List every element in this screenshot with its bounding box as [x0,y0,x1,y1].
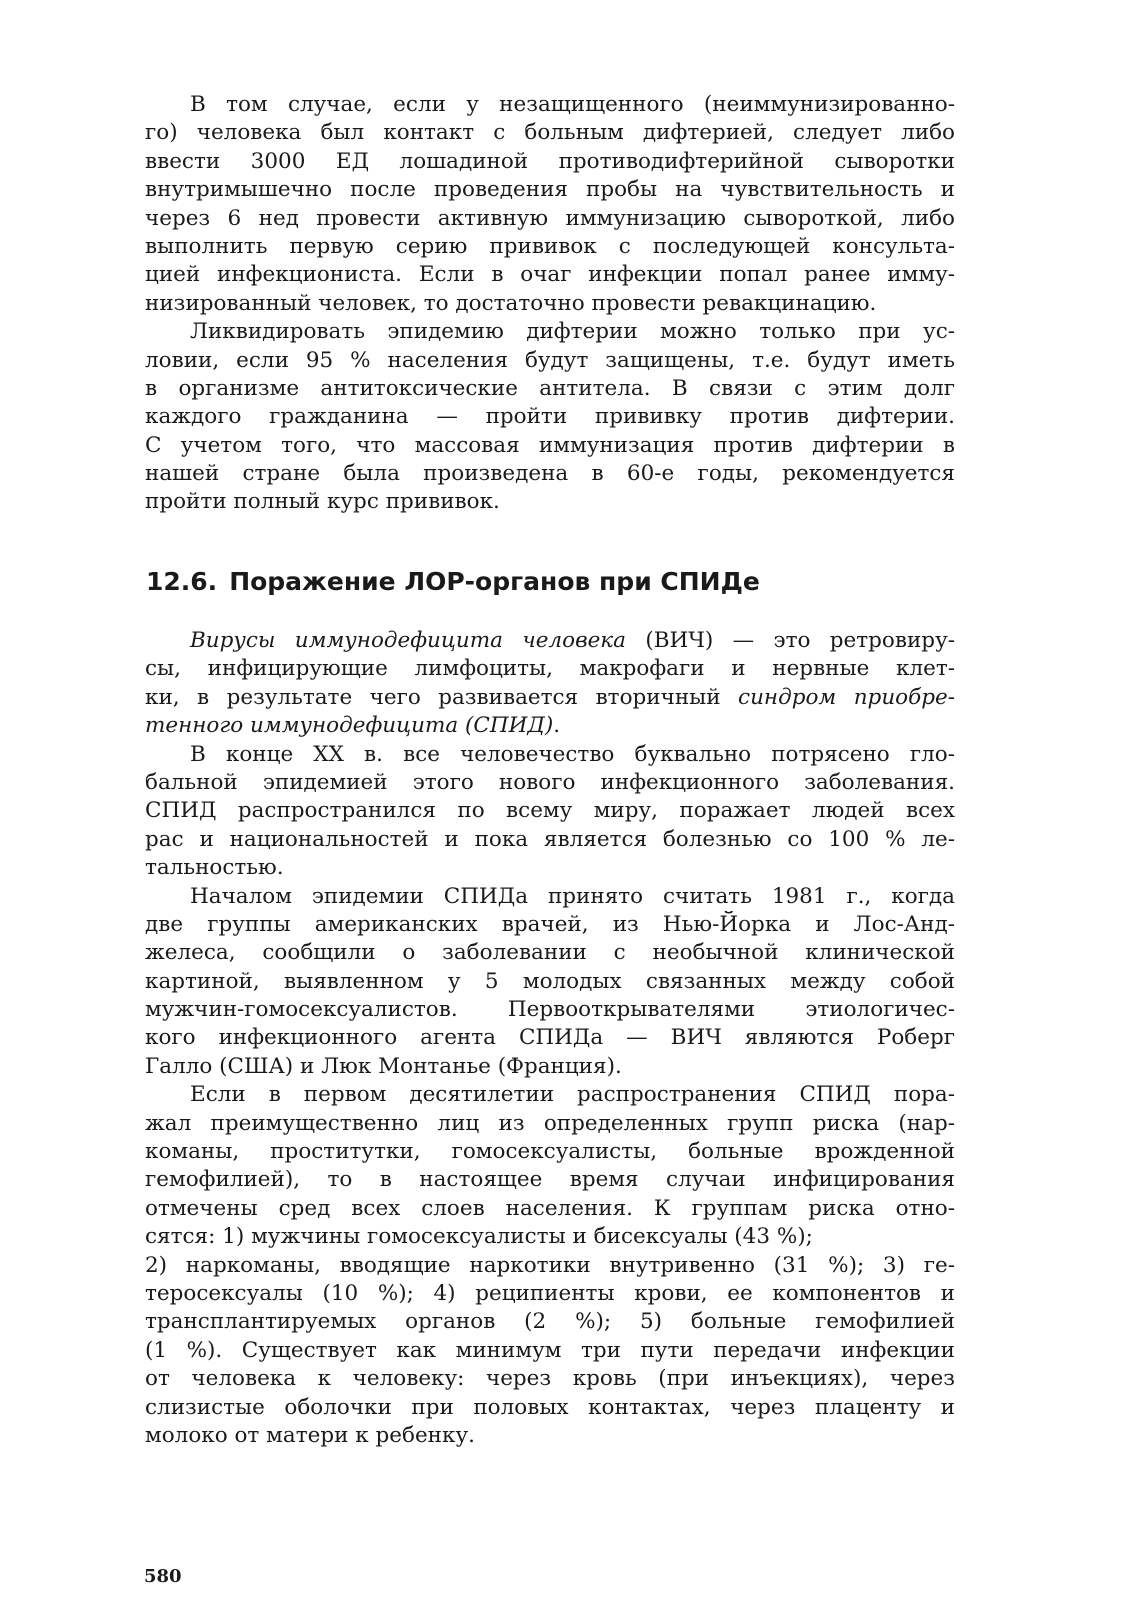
text-line: отмечены сред всех слоев населения. К группам риска отно- [145,1195,955,1221]
text-line: две группы американских врачей, из Нью-Йорка и Лос-Анд- [145,911,955,937]
text-line: Ликвидировать эпидемию дифтерии можно только при ус- [190,319,955,345]
section-heading [146,565,760,599]
text-line: картиной, выявленном у 5 молодых связанных между собой [145,968,955,994]
text-line: Вирусы иммунодефицита человека (ВИЧ) — это ретровиру- [190,628,955,653]
text-line: желеса, сообщили о заболевании с необычной клинической [145,940,955,966]
text-line: кого инфекционного агента СПИДа — ВИЧ являются Роберг [145,1025,955,1051]
text-line: ввести 3000 ЕД лошадиной противодифтерийной сыворотки [145,148,955,174]
paragraph [145,741,955,883]
text-line: го) человека был контакт с больным дифтерией, следует либо [145,120,955,146]
paragraph [145,318,955,517]
text-line: команы, проститутки, гомосексуалисты, больные врожденной [145,1139,955,1165]
text-line: СПИД распространился по всему миру, поражает людей всех [145,798,955,824]
italic-term: Вирусы иммунодефицита человека [190,628,626,653]
text-line: гемофилией), то в настоящее время случаи инфицирования [145,1167,955,1193]
text-line: от человека к человеку: через кровь (при инъекциях), через [145,1366,955,1392]
text-line: ловии, если 95 % населения будут защищены, т.е. будут иметь [145,347,955,373]
text-line: тенного иммунодефицита (СПИД). [145,713,561,739]
text-line: сятся: 1) мужчины гомосексуалисты и бисексуалы (43 %); [145,1224,813,1250]
text-line: жал преимущественно лиц из определенных групп риска (нар- [145,1110,955,1136]
text-line: В том случае, если у незащищенного (неиммунизированно- [190,92,955,117]
text-line: внутримышечно после проведения пробы на чувствительность и [145,177,955,203]
section-title: Поражение ЛОР-органов при СПИДе [229,567,760,596]
paragraph [145,1081,955,1450]
text-line: В конце XX в. все человечество буквально потрясено гло- [190,741,955,767]
text-line: (1 %). Существует как минимум три пути передачи инфекции [145,1337,955,1363]
text-line: рас и национальностей и пока является болезнью со 100 % ле- [145,826,955,852]
section-text-block [145,627,955,1450]
paragraph [145,91,955,318]
text-line: Началом эпидемии СПИДа принято считать 1981 г., когда [190,883,955,909]
paragraph [145,883,955,1082]
text-line: низированный человек, то достаточно провести ревакцинацию. [145,290,877,316]
text-line: слизистые оболочки при половых контактах, через плаценту и [145,1394,955,1420]
text-line: молоко от матери к ребенку. [145,1422,475,1448]
text-line: Если в первом десятилетии распространения СПИД пора- [190,1082,955,1108]
section-number: 12.6. [146,567,218,596]
text-line: мужчин-гомосексуалистов. Первооткрывателями этиологичес- [145,997,955,1023]
text-line: в организме антитоксические антитела. В связи с этим долг [145,375,955,401]
italic-term: синдром приобре- [738,684,955,710]
page-number: 580 [144,1566,182,1587]
top-text-block [145,91,955,517]
text-line: ки, в результате чего развивается вторичный синдром приобре- [145,684,955,710]
text-line: теросексуалы (10 %); 4) реципиенты крови, ее компонентов и [145,1280,955,1306]
text-line: Галло (США) и Люк Монтанье (Франция). [145,1053,622,1079]
text-line: выполнить первую серию прививок с последующей консульта- [145,233,955,259]
text-line: каждого гражданина — пройти прививку против дифтерии. [145,404,955,430]
italic-term: тенного иммунодефицита (СПИД) [145,713,554,739]
text-line: 2) наркоманы, вводящие наркотики внутривенно (31 %); 3) ге- [145,1252,955,1278]
text-line: бальной эпидемией этого нового инфекционного заболевания. [145,769,955,795]
text-line: нашей стране была произведена в 60-е годы, рекомендуется [145,461,955,487]
text-line: сы, инфицирующие лимфоциты, макрофаги и нервные клет- [145,656,955,682]
text-line: через 6 нед провести активную иммунизацию сывороткой, либо [145,205,955,231]
paragraph [145,627,955,741]
text-line: трансплантируемых органов (2 %); 5) больные гемофилией [145,1309,955,1335]
text-line: С учетом того, что массовая иммунизация против дифтерии в [145,432,955,458]
text-line: цией инфекциониста. Если в очаг инфекции попал ранее имму- [145,262,955,288]
text-line: пройти полный курс прививок. [145,489,500,515]
text-line: тальностью. [145,855,284,881]
